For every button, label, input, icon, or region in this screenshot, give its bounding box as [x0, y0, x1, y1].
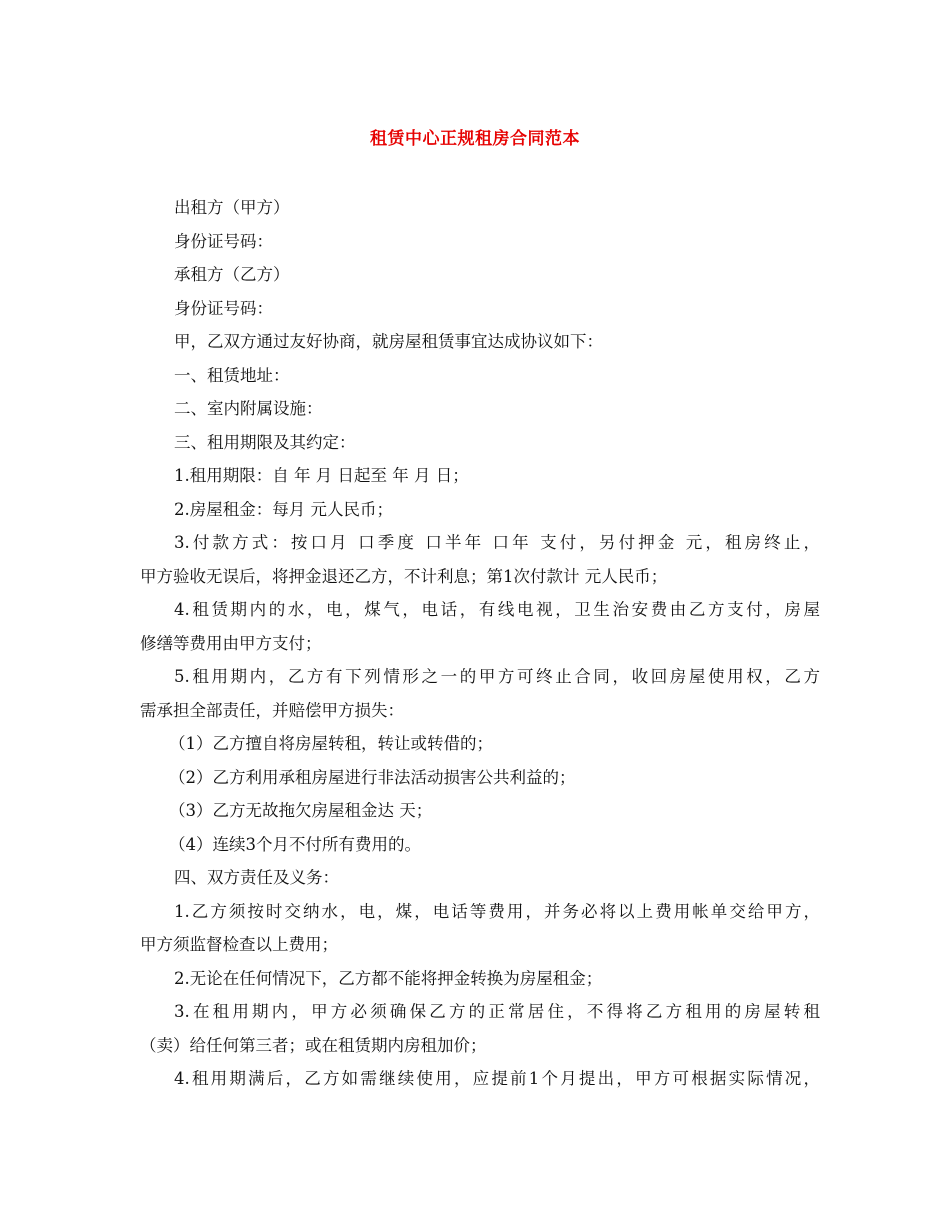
sub-clause-2: （2）乙方利用承租房屋进行非法活动损害公共利益的；: [169, 767, 576, 787]
agreement-intro: 甲，乙双方通过友好协商，就房屋租赁事宜达成协议如下：: [174, 332, 603, 351]
clause-3-1: 1.租用期限：自 年 月 日起至 年 月 日；: [174, 466, 469, 485]
clause-3-4-line-1: 4.租赁期内的水，电，煤气，电话，有线电视，卫生治安费由乙方支付，房屋: [174, 600, 820, 619]
clause-4-3-line-1: 3.在租用期内，甲方必须确保乙方的正常居住，不得将乙方租用的房屋转租: [174, 1002, 820, 1021]
sub-clause-1: （1）乙方擅自将房屋转租，转让或转借的；: [169, 734, 493, 753]
sub-clause-4: （4）连续3个月不付所有费用的。: [169, 834, 421, 854]
party-b-label: 承租方（乙方）: [174, 265, 290, 284]
party-b-id-label: 身份证号码：: [174, 298, 273, 318]
section-heading-1: 一、租赁地址：: [174, 365, 290, 385]
sub-clause-3: （3）乙方无故拖欠房屋租金达 天；: [169, 801, 433, 820]
clause-4-1-line-2: 甲方须监督检查以上费用；: [140, 935, 338, 954]
section-heading-2: 二、室内附属设施：: [174, 399, 323, 418]
section-heading-4: 四、双方责任及义务：: [174, 868, 339, 887]
clause-4-2: 2.无论在任何情况下，乙方都不能将押金转换为房屋租金；: [174, 968, 603, 988]
clause-3-4-line-2: 修缮等费用由甲方支付；: [140, 633, 322, 653]
clause-3-5-line-1: 5.租用期内，乙方有下列情形之一的甲方可终止合同，收回房屋使用权，乙方: [174, 667, 820, 686]
clause-3-2: 2.房屋租金：每月 元人民币；: [174, 499, 393, 519]
clause-4-1-line-1: 1.乙方须按时交纳水，电，煤，电话等费用，并务必将以上费用帐单交给甲方，: [174, 901, 820, 921]
clause-4-4-line-1: 4.租用期满后，乙方如需继续使用，应提前1个月提出，甲方可根据实际情况，: [174, 1069, 820, 1088]
clause-3-5-line-2: 需承担全部责任，并赔偿甲方损失：: [140, 700, 404, 720]
party-a-id-label: 身份证号码：: [174, 231, 273, 251]
party-a-label: 出租方（甲方）: [174, 198, 290, 217]
section-heading-3: 三、租用期限及其约定：: [174, 432, 356, 452]
document-title: 租赁中心正规租房合同范本: [370, 129, 580, 149]
clause-4-3-line-2: （卖）给任何第三者；或在租赁期内房租加价；: [140, 1035, 487, 1055]
clause-3-3-line-1: 3.付款方式：按口月 口季度 口半年 口年 支付，另付押金 元，租房终止，: [174, 533, 820, 552]
clause-3-3-line-2: 甲方验收无误后，将押金退还乙方，不计利息；第1次付款计 元人民币；: [140, 566, 668, 586]
document-body: [140, 191, 820, 1096]
